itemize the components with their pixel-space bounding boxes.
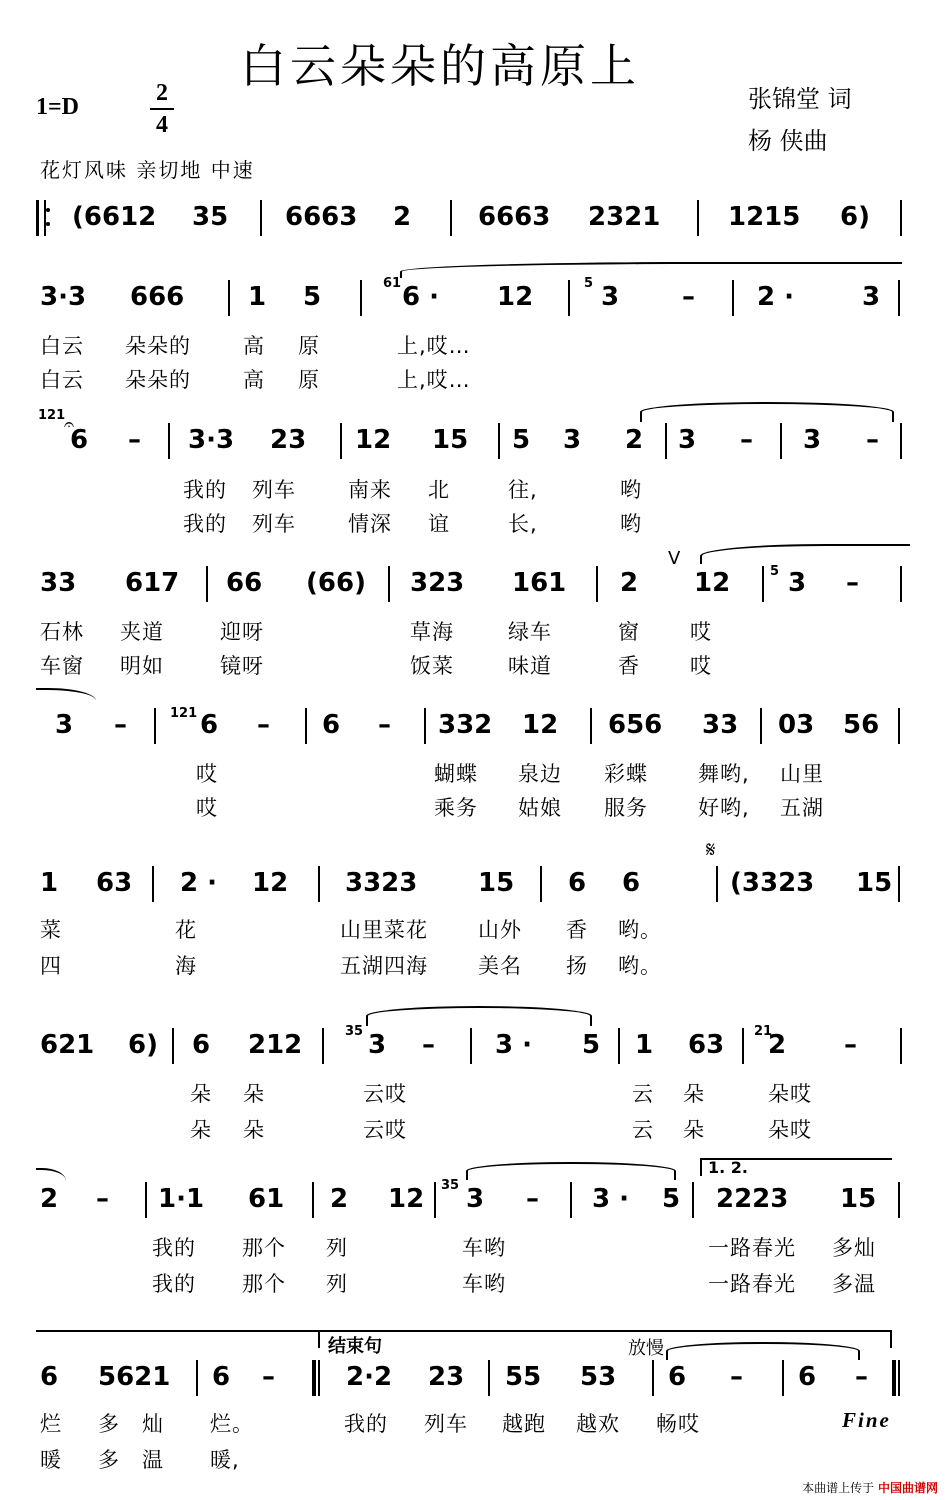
note-group: – bbox=[378, 710, 391, 740]
slow-marking: 放慢 bbox=[628, 1338, 664, 1359]
barline bbox=[652, 1360, 654, 1396]
note-group: 6663 bbox=[285, 202, 358, 232]
note-group: – bbox=[422, 1030, 435, 1060]
note-group: 1215 bbox=[728, 202, 801, 232]
barline bbox=[470, 1028, 472, 1064]
lyric-text: 车窗 bbox=[40, 654, 84, 678]
note-group: – bbox=[846, 568, 859, 598]
lyric-text: 白云 bbox=[40, 368, 84, 392]
barline bbox=[312, 1182, 314, 1218]
note-group: – bbox=[740, 425, 753, 455]
lyric-text: 我的 bbox=[152, 1272, 196, 1296]
lyric-text: 白云 bbox=[40, 334, 84, 358]
footer-prefix: 本曲谱上传于 bbox=[802, 1481, 875, 1495]
note-group: 66 bbox=[226, 568, 263, 598]
note-group: 323 bbox=[410, 568, 465, 598]
note-group: 1 bbox=[248, 282, 267, 312]
note-group: (66) bbox=[306, 568, 366, 598]
note-group: 3 bbox=[678, 425, 697, 455]
note-group: 5 bbox=[582, 1030, 601, 1060]
lyric-text: 多 bbox=[98, 1448, 120, 1472]
long-slur-4 bbox=[366, 1006, 592, 1026]
time-signature bbox=[148, 78, 176, 140]
fine-marking: Fine bbox=[842, 1408, 891, 1432]
lyric-text: 夹道 bbox=[120, 620, 164, 644]
lyric-text: 多灿 bbox=[832, 1236, 876, 1260]
lyric-text: 彩蝶 bbox=[604, 762, 648, 786]
lyric-text: 扬 bbox=[566, 954, 588, 978]
note-group: 15 bbox=[432, 425, 469, 455]
tie-continuation-1 bbox=[36, 688, 96, 704]
note-group: (3323 bbox=[730, 868, 815, 898]
ending-rule bbox=[36, 1330, 318, 1332]
lyric-text: 饭菜 bbox=[410, 654, 454, 678]
segno-icon: 𝄋 bbox=[706, 838, 716, 863]
lyric-text: 朵 bbox=[683, 1082, 705, 1106]
grace-note-8: 35 bbox=[441, 1178, 460, 1193]
note-group: 6 bbox=[622, 868, 641, 898]
lyric-text: 原 bbox=[298, 368, 320, 392]
note-group: 3 bbox=[563, 425, 582, 455]
note-group: – bbox=[866, 425, 879, 455]
ending-label: 结束句 bbox=[328, 1336, 382, 1357]
lyric-text: 暖 bbox=[40, 1448, 62, 1472]
note-group: 2 bbox=[625, 425, 644, 455]
note-group: 2 · bbox=[757, 282, 795, 312]
barline bbox=[900, 200, 902, 236]
lyric-text: 五湖 bbox=[780, 796, 824, 820]
note-group: 2 bbox=[40, 1184, 59, 1214]
note-group: 12 bbox=[694, 568, 731, 598]
lyric-text: 山外 bbox=[478, 918, 522, 942]
lyric-text: 烂。 bbox=[210, 1412, 254, 1436]
note-group: – bbox=[257, 710, 270, 740]
barline bbox=[898, 1182, 900, 1218]
lyric-text: 云哎 bbox=[363, 1118, 407, 1142]
barline bbox=[692, 1182, 694, 1218]
lyric-text: 灿 bbox=[142, 1412, 164, 1436]
barline bbox=[228, 280, 230, 316]
note-group: 3·3 bbox=[40, 282, 87, 312]
barline bbox=[782, 1360, 784, 1396]
lyric-text: 那个 bbox=[242, 1236, 286, 1260]
note-group: 6) bbox=[128, 1030, 158, 1060]
lyric-text: 云 bbox=[632, 1118, 654, 1142]
lyric-text: 越跑 bbox=[502, 1412, 546, 1436]
note-group: 2 bbox=[768, 1030, 787, 1060]
note-group: 15 bbox=[856, 868, 893, 898]
repeat-dot-top bbox=[46, 208, 50, 212]
barline bbox=[424, 708, 426, 744]
barline bbox=[206, 566, 208, 602]
note-group: 3·3 bbox=[188, 425, 235, 455]
note-group: 6 bbox=[212, 1362, 231, 1392]
note-group: 1 bbox=[40, 868, 59, 898]
note-group: 12 bbox=[252, 868, 289, 898]
note-group: 15 bbox=[840, 1184, 877, 1214]
note-group: 3 · bbox=[495, 1030, 533, 1060]
lyric-text: 草海 bbox=[410, 620, 454, 644]
lyric-text: 迎呀 bbox=[220, 620, 264, 644]
grace-note-6: 35 bbox=[345, 1024, 364, 1039]
tie-continuation-2 bbox=[36, 1168, 66, 1184]
note-group: – bbox=[682, 282, 695, 312]
note-group: 23 bbox=[428, 1362, 465, 1392]
barline bbox=[898, 1360, 900, 1396]
lyric-text: 暖, bbox=[210, 1448, 240, 1472]
barline bbox=[145, 1182, 147, 1218]
note-group: 5621 bbox=[98, 1362, 171, 1392]
note-group: 2321 bbox=[588, 202, 661, 232]
barline bbox=[590, 708, 592, 744]
breath-mark: V bbox=[668, 548, 681, 569]
lyric-text: 蝴蝶 bbox=[434, 762, 478, 786]
barline bbox=[898, 280, 900, 316]
note-group: – bbox=[730, 1362, 743, 1392]
note-group: 6 bbox=[40, 1362, 59, 1392]
note-group: 35 bbox=[192, 202, 229, 232]
long-slur-3 bbox=[700, 544, 910, 564]
lyric-text: 多温 bbox=[832, 1272, 876, 1296]
note-group: 12 bbox=[388, 1184, 425, 1214]
grace-note-5: 121 bbox=[170, 706, 198, 721]
lyric-text: 原 bbox=[298, 334, 320, 358]
note-group: – bbox=[114, 710, 127, 740]
barline bbox=[434, 1182, 436, 1218]
note-group: 1·1 bbox=[158, 1184, 205, 1214]
lyric-text: 味道 bbox=[508, 654, 552, 678]
barline bbox=[305, 708, 307, 744]
grace-note-4: 5 bbox=[770, 564, 780, 579]
note-group: 6 bbox=[200, 710, 219, 740]
lyric-text: 哎 bbox=[690, 654, 712, 678]
lyric-text: 美名 bbox=[478, 954, 522, 978]
lyric-text: 哟。 bbox=[618, 954, 662, 978]
key-signature: 1=D bbox=[36, 94, 80, 120]
lyric-text: 乘务 bbox=[434, 796, 478, 820]
note-group: 2 bbox=[393, 202, 412, 232]
barline bbox=[168, 423, 170, 459]
credits bbox=[748, 78, 898, 162]
note-group: – bbox=[844, 1030, 857, 1060]
long-slur-2 bbox=[640, 402, 894, 422]
note-group: 3323 bbox=[345, 868, 418, 898]
note-group: 63 bbox=[688, 1030, 725, 1060]
note-group: 63 bbox=[96, 868, 133, 898]
lyric-text: 窗 bbox=[618, 620, 640, 644]
lyric-text: 石林 bbox=[40, 620, 84, 644]
footer-site[interactable]: 中国曲谱网 bbox=[877, 1481, 938, 1495]
note-group: 6 bbox=[192, 1030, 211, 1060]
lyric-text: 朵 bbox=[243, 1082, 265, 1106]
lyric-text: 山里 bbox=[780, 762, 824, 786]
lyric-text: 朵 bbox=[683, 1118, 705, 1142]
grace-note-3: 121 bbox=[38, 408, 66, 423]
lyric-text: 长, bbox=[508, 512, 538, 536]
barline bbox=[898, 708, 900, 744]
tempo-marking: 花灯风味 亲切地 中速 bbox=[40, 158, 255, 182]
lyric-text: 姑娘 bbox=[518, 796, 562, 820]
lyric-text: 镜呀 bbox=[220, 654, 264, 678]
barline bbox=[322, 1028, 324, 1064]
note-group: 3 bbox=[862, 282, 881, 312]
note-group: 5 bbox=[303, 282, 322, 312]
barline bbox=[762, 566, 764, 602]
barline bbox=[900, 1028, 902, 1064]
note-group: 3 bbox=[803, 425, 822, 455]
lyric-text: 上,哎… bbox=[397, 334, 471, 358]
time-sig-bottom: 4 bbox=[156, 112, 168, 138]
lyric-text: 列车 bbox=[424, 1412, 468, 1436]
lyric-text: 温 bbox=[142, 1448, 164, 1472]
lyric-text: 多 bbox=[98, 1412, 120, 1436]
lyric-text: 海 bbox=[175, 954, 197, 978]
barline bbox=[596, 566, 598, 602]
lyric-text: 南来 bbox=[348, 478, 392, 502]
note-group: – bbox=[128, 425, 141, 455]
note-group: 6 bbox=[668, 1362, 687, 1392]
lyric-text: 烂 bbox=[40, 1412, 62, 1436]
lyric-text: 四 bbox=[40, 954, 62, 978]
repeat-start bbox=[36, 200, 47, 236]
lyric-text: 车哟 bbox=[462, 1236, 506, 1260]
grace-note-2: 5 bbox=[584, 276, 594, 291]
repeat-dot-bottom bbox=[46, 222, 50, 226]
barline bbox=[716, 866, 718, 902]
lyric-text: 朵哎 bbox=[768, 1118, 812, 1142]
lyric-text: 朵哎 bbox=[768, 1082, 812, 1106]
lyric-text: 云哎 bbox=[363, 1082, 407, 1106]
lyric-text: 畅哎 bbox=[656, 1412, 700, 1436]
barline bbox=[196, 1360, 198, 1396]
lyric-text: 朵 bbox=[190, 1118, 212, 1142]
note-group: 2·2 bbox=[346, 1362, 393, 1392]
long-slur-5 bbox=[466, 1162, 676, 1180]
footer bbox=[802, 1479, 938, 1496]
page-title: 白云朵朵的高原上 bbox=[240, 39, 640, 93]
note-group: 12 bbox=[355, 425, 392, 455]
note-group: 617 bbox=[125, 568, 180, 598]
lyric-text: 高 bbox=[243, 334, 265, 358]
lyric-text: 好哟, bbox=[698, 796, 750, 820]
lyric-text: 绿车 bbox=[508, 620, 552, 644]
lyric-text: 我的 bbox=[344, 1412, 388, 1436]
barline bbox=[318, 1360, 320, 1396]
note-group: 2 bbox=[620, 568, 639, 598]
final-barline bbox=[892, 1360, 896, 1396]
barline bbox=[568, 280, 570, 316]
lyric-text: 我的 bbox=[183, 478, 227, 502]
note-group: 332 bbox=[438, 710, 493, 740]
lyric-text: 一路春光 bbox=[708, 1236, 796, 1260]
note-group: 621 bbox=[40, 1030, 95, 1060]
lyric-text: 越欢 bbox=[576, 1412, 620, 1436]
lyric-text: 列 bbox=[326, 1272, 348, 1296]
lyric-text: 列车 bbox=[252, 512, 296, 536]
barline bbox=[388, 566, 390, 602]
note-group: 55 bbox=[505, 1362, 542, 1392]
note-group: 212 bbox=[248, 1030, 303, 1060]
barline bbox=[360, 280, 362, 316]
note-group: – bbox=[262, 1362, 275, 1392]
lyric-text: 谊 bbox=[428, 512, 450, 536]
note-group: 3 bbox=[601, 282, 620, 312]
barline bbox=[450, 200, 452, 236]
note-group: 12 bbox=[497, 282, 534, 312]
lyric-text: 哎 bbox=[196, 796, 218, 820]
lyric-text: 哎 bbox=[196, 762, 218, 786]
note-group: 656 bbox=[608, 710, 663, 740]
lyric-text: 列 bbox=[326, 1236, 348, 1260]
note-group: 56 bbox=[843, 710, 880, 740]
barline bbox=[697, 200, 699, 236]
lyric-text: 一路春光 bbox=[708, 1272, 796, 1296]
note-group: 666 bbox=[130, 282, 185, 312]
note-group: 6 bbox=[70, 425, 89, 455]
lyric-text: 那个 bbox=[242, 1272, 286, 1296]
note-group: 23 bbox=[270, 425, 307, 455]
lyric-text: 朵 bbox=[243, 1118, 265, 1142]
lyric-text: 菜 bbox=[40, 918, 62, 942]
barline bbox=[898, 866, 900, 902]
repeat-end-thick bbox=[312, 1360, 316, 1396]
lyric-text: 明如 bbox=[120, 654, 164, 678]
long-slur-1 bbox=[400, 262, 902, 278]
barline bbox=[318, 866, 320, 902]
note-group: (6612 bbox=[72, 202, 157, 232]
ending-bracket bbox=[318, 1330, 892, 1348]
note-group: 3 bbox=[466, 1184, 485, 1214]
time-sig-top: 2 bbox=[156, 80, 168, 106]
note-group: 3 bbox=[788, 568, 807, 598]
barline bbox=[260, 200, 262, 236]
barline bbox=[900, 423, 902, 459]
lyric-text: 哟 bbox=[620, 512, 642, 536]
note-group: 6 bbox=[568, 868, 587, 898]
lyric-text: 情深 bbox=[348, 512, 392, 536]
note-group: 15 bbox=[478, 868, 515, 898]
barline bbox=[540, 866, 542, 902]
lyric-text: 我的 bbox=[152, 1236, 196, 1260]
note-group: 161 bbox=[512, 568, 567, 598]
barline bbox=[488, 1360, 490, 1396]
grace-note-1: 61 bbox=[383, 276, 402, 291]
barline bbox=[570, 1182, 572, 1218]
barline bbox=[172, 1028, 174, 1064]
lyric-text: 服务 bbox=[604, 796, 648, 820]
lyric-text: 泉边 bbox=[518, 762, 562, 786]
lyric-text: 哟。 bbox=[618, 918, 662, 942]
lyric-text: 山里菜花 bbox=[340, 918, 428, 942]
fermata-icon: 𝄐 bbox=[64, 414, 75, 435]
note-group: 5 bbox=[512, 425, 531, 455]
note-group: 3 bbox=[55, 710, 74, 740]
barline bbox=[340, 423, 342, 459]
note-group: 53 bbox=[580, 1362, 617, 1392]
barline bbox=[760, 708, 762, 744]
note-group: 3 · bbox=[592, 1184, 630, 1214]
barline bbox=[742, 1028, 744, 1064]
lyric-text: 北 bbox=[428, 478, 450, 502]
barline bbox=[152, 866, 154, 902]
lyric-text: 云 bbox=[632, 1082, 654, 1106]
lyric-text: 哎 bbox=[690, 620, 712, 644]
grace-note-7: 21 bbox=[754, 1024, 773, 1039]
note-group: – bbox=[855, 1362, 868, 1392]
lyric-text: 花 bbox=[175, 918, 197, 942]
note-group: 1 bbox=[635, 1030, 654, 1060]
barline bbox=[154, 708, 156, 744]
note-group: 6 bbox=[798, 1362, 817, 1392]
barline bbox=[618, 1028, 620, 1064]
lyric-text: 往, bbox=[508, 478, 538, 502]
note-group: 3 bbox=[368, 1030, 387, 1060]
lyric-text: 朵朵的 bbox=[125, 334, 191, 358]
lyric-text: 香 bbox=[566, 918, 588, 942]
lyric-text: 列车 bbox=[252, 478, 296, 502]
volta-label: 1. 2. bbox=[708, 1158, 748, 1177]
barline bbox=[780, 423, 782, 459]
note-group: 6 bbox=[322, 710, 341, 740]
note-group: – bbox=[96, 1184, 109, 1214]
lyric-text: 朵朵的 bbox=[125, 368, 191, 392]
lyric-text: 五湖四海 bbox=[340, 954, 428, 978]
note-group: 03 bbox=[778, 710, 815, 740]
barline bbox=[498, 423, 500, 459]
note-group: 12 bbox=[522, 710, 559, 740]
note-group: 2223 bbox=[716, 1184, 789, 1214]
note-group: 6) bbox=[840, 202, 870, 232]
lyric-text: 我的 bbox=[183, 512, 227, 536]
lyricist: 张锦堂 词 bbox=[748, 85, 852, 113]
note-group: – bbox=[526, 1184, 539, 1214]
lyric-text: 上,哎… bbox=[397, 368, 471, 392]
note-group: 6 · bbox=[402, 282, 440, 312]
lyric-text: 香 bbox=[618, 654, 640, 678]
note-group: 61 bbox=[248, 1184, 285, 1214]
note-group: 33 bbox=[702, 710, 739, 740]
note-group: 5 bbox=[662, 1184, 681, 1214]
barline bbox=[900, 566, 902, 602]
barline bbox=[732, 280, 734, 316]
lyric-text: 车哟 bbox=[462, 1272, 506, 1296]
lyric-text: 舞哟, bbox=[698, 762, 750, 786]
lyric-text: 高 bbox=[243, 368, 265, 392]
barline bbox=[665, 423, 667, 459]
note-group: 2 · bbox=[180, 868, 218, 898]
note-group: 6663 bbox=[478, 202, 551, 232]
composer: 杨 侠曲 bbox=[748, 127, 828, 155]
lyric-text: 朵 bbox=[190, 1082, 212, 1106]
note-group: 2 bbox=[330, 1184, 349, 1214]
note-group: 33 bbox=[40, 568, 77, 598]
lyric-text: 哟 bbox=[620, 478, 642, 502]
